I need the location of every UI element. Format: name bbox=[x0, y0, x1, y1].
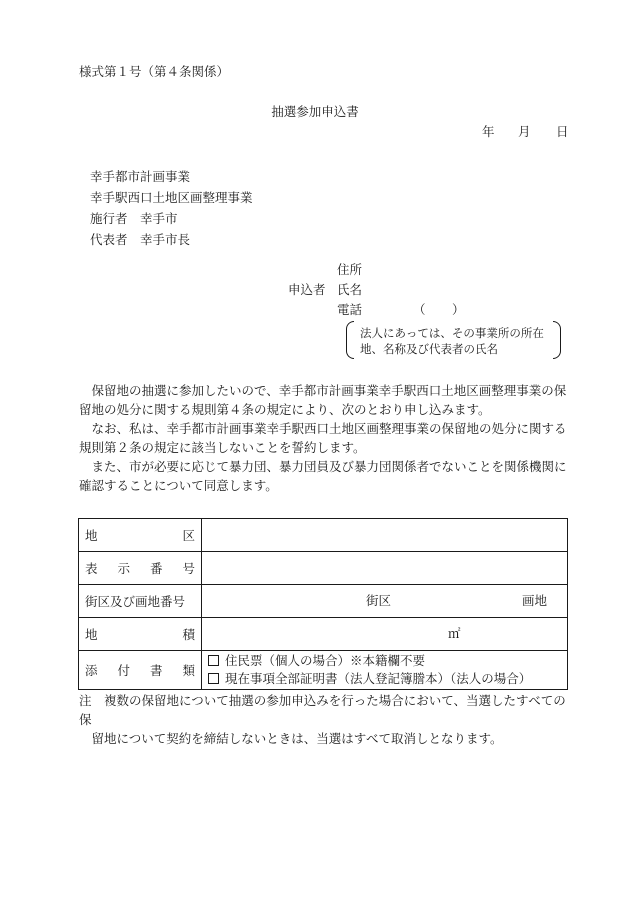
block-lot-label: 街区及び画地番号 bbox=[79, 585, 202, 618]
footnote-line-1: 注 複数の保留地について抽選の参加申込みを行った場合において、当選したすべての保 bbox=[79, 693, 566, 727]
phone-paren-close: ） bbox=[452, 302, 465, 317]
right-bracket bbox=[553, 321, 561, 359]
corporate-note-bracket bbox=[346, 321, 561, 359]
area-value[interactable] bbox=[202, 618, 568, 651]
corporate-note-line-2: 地、名称及び代表者の氏名 bbox=[360, 342, 498, 356]
display-number-value[interactable] bbox=[202, 552, 568, 585]
body-paragraph-3: また、市が必要に応じて暴力団、暴力団員及び暴力団関係者でないことを関係機関に確認することについて同意します。 bbox=[79, 459, 567, 493]
row-display-number bbox=[79, 552, 568, 585]
attachment-option-2[interactable]: 現在事項全部証明書（法人登記簿謄本）（法人の場合） bbox=[208, 670, 561, 688]
area-label: 地 積 bbox=[79, 618, 202, 651]
row-area bbox=[79, 618, 568, 651]
applicant-label: 申込者 bbox=[288, 282, 326, 297]
name-label: 氏名 bbox=[337, 282, 363, 297]
row-district bbox=[79, 519, 568, 552]
footnote bbox=[79, 691, 574, 748]
addressee-executor: 施行者 幸手市 bbox=[90, 211, 178, 226]
display-number-label: 表 示 番 号 bbox=[79, 552, 202, 585]
checkbox[interactable] bbox=[208, 673, 219, 684]
block-unit: 街区 bbox=[366, 593, 392, 608]
form-number: 様式第１号（第４条関係） bbox=[79, 64, 230, 79]
attachments-label: 添 付 書 類 bbox=[79, 651, 202, 690]
attachment-option-1[interactable]: 住民票（個人の場合）※本籍欄不要 bbox=[208, 652, 561, 670]
date-month: 月 bbox=[518, 124, 531, 139]
corporate-note bbox=[360, 325, 544, 357]
district-value[interactable] bbox=[202, 519, 568, 552]
date-day: 日 bbox=[556, 124, 569, 139]
body-paragraph-1: 保留地の抽選に参加したいので、幸手都市計画事業幸手駅西口土地区画整理事業の保留地の処分に関する規則第４条の規定により、次のとおり申し込みます。 bbox=[79, 383, 567, 417]
date-year: 年 bbox=[482, 124, 495, 139]
attachments-value bbox=[202, 651, 568, 690]
address-label: 住所 bbox=[337, 262, 363, 277]
checkbox[interactable] bbox=[208, 655, 219, 666]
area-unit: ㎡ bbox=[448, 626, 461, 641]
left-bracket bbox=[346, 321, 354, 359]
footnote-line-2: 留地について契約を締結しないときは、当選はすべて取消しとなります。 bbox=[91, 731, 503, 746]
corporate-note-line-1: 法人にあっては、その事業所の所在 bbox=[360, 326, 544, 340]
phone-paren-open: （ bbox=[413, 302, 426, 317]
footnote-prefix: 注 bbox=[79, 693, 92, 708]
body-text bbox=[79, 381, 571, 495]
application-table bbox=[78, 518, 568, 690]
lot-unit: 画地 bbox=[522, 593, 548, 608]
block-lot-value[interactable] bbox=[202, 585, 568, 618]
row-attachments bbox=[79, 651, 568, 690]
page-title: 抽選参加申込書 bbox=[271, 104, 359, 119]
row-block-lot bbox=[79, 585, 568, 618]
addressee-block bbox=[90, 166, 253, 250]
addressee-representative: 代表者 幸手市長 bbox=[90, 232, 191, 247]
body-paragraph-2: なお、私は、幸手都市計画事業幸手駅西口土地区画整理事業の保留地の処分に関する規則第２条の規定に該当しないことを誓約します。 bbox=[79, 421, 567, 455]
addressee-subproject: 幸手駅西口土地区画整理事業 bbox=[90, 190, 253, 205]
district-label: 地 区 bbox=[79, 519, 202, 552]
phone-label: 電話 bbox=[337, 302, 363, 317]
addressee-project: 幸手都市計画事業 bbox=[90, 169, 191, 184]
